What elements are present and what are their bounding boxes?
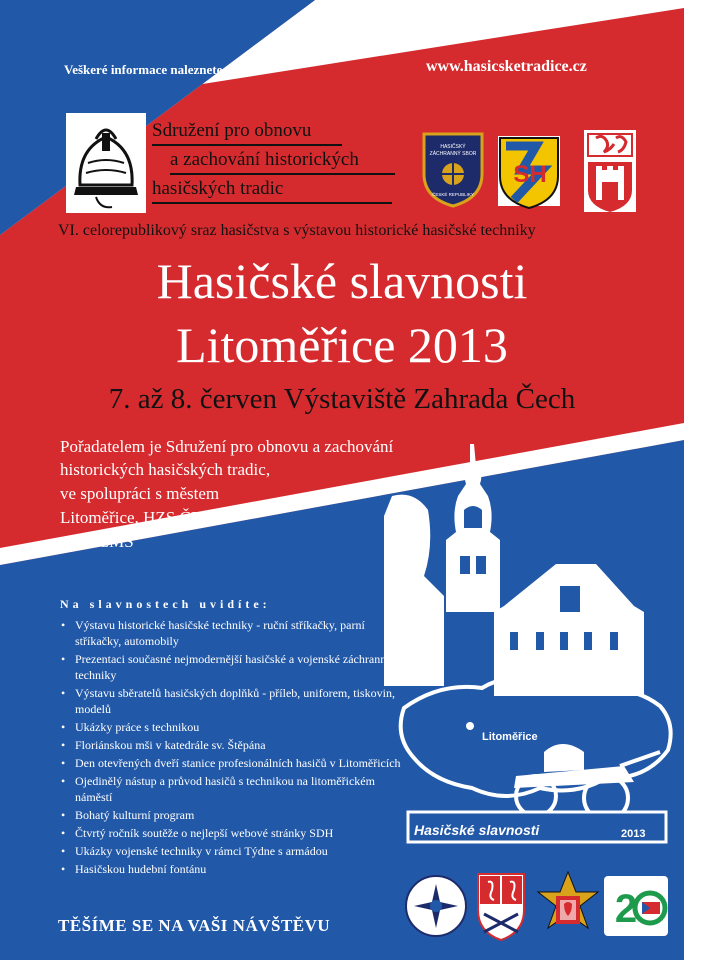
helmet-icon	[66, 113, 146, 213]
association-line3: hasičských tradic	[152, 178, 284, 199]
banner-label: Hasičské slavnosti	[414, 822, 540, 838]
army-coat-of-arms-icon	[474, 870, 528, 942]
organizer-line: historických hasičských tradic,	[60, 460, 271, 479]
cathedral-map-graphic	[384, 436, 684, 846]
association-logo	[66, 113, 398, 213]
organizer-line: a SH ČMS	[60, 532, 134, 551]
banner-year: 2013	[621, 828, 646, 840]
program-item: • Floriánskou mši v katedrále sv. Štěpána	[60, 737, 405, 753]
association-line2: a zachování historických	[170, 149, 359, 170]
anniversary-digit: 2	[614, 887, 638, 931]
right-margin	[684, 0, 702, 960]
program-item: • Ojedinělý nástup a průvod hasičů s technikou na litoměřickém náměstí	[60, 773, 405, 805]
program-item: • Výstavu historické hasičské techniky - ruční stříkačky, parní stříkačky, automobily	[60, 617, 405, 649]
program-item: • Hasičskou hudební fontánu	[60, 861, 405, 877]
litomerice-coat-of-arms-icon	[580, 128, 640, 214]
organizer-line: ve spolupráci s městem	[60, 484, 220, 503]
police-badge-icon	[404, 874, 468, 938]
anniversary-20-logo-icon	[604, 876, 668, 936]
program-list	[60, 617, 405, 879]
event-title-line1: Hasičské slavnosti	[156, 253, 528, 309]
closing-text: TĚŠÍME SE NA VAŠI NÁVŠTĚVU	[58, 916, 331, 935]
sh-logo-text: SH	[513, 161, 547, 188]
sh-cms-logo-icon	[492, 130, 570, 212]
logo-rule	[170, 173, 395, 175]
event-date-place: 7. až 8. červen Výstaviště Zahrada Čech	[108, 383, 576, 415]
program-item: • Čtvrtý ročník soutěže o nejlepší webové stránky SDH	[60, 825, 405, 841]
hzs-badge-text: ZÁCHRANNÝ SBOR	[429, 151, 477, 157]
fire-rescue-star-icon	[534, 870, 602, 942]
hzs-badge-text: HASIČSKÝ	[440, 144, 466, 150]
program-item: • Prezentaci současné nejmodernější hasičské a vojenské záchranné techniky	[60, 651, 405, 683]
organizer-line: Pořadatelem je Sdružení pro obnovu a zachování	[60, 437, 394, 456]
info-text: Veškeré informace naleznete na	[64, 62, 240, 77]
organizer-line: Litoměřice, HZS ČR	[60, 508, 203, 527]
hzs-badge-text: ČESKÉ REPUBLIKY	[432, 192, 474, 197]
association-line1: Sdružení pro obnovu	[152, 120, 312, 141]
program-item: • Ukázky vojenské techniky v rámci Týdne s armádou	[60, 843, 405, 859]
logo-rule	[152, 202, 392, 204]
program-item: • Výstavu sběratelů hasičských doplňků - příleb, uniforem, tiskovin, modelů	[60, 685, 405, 717]
event-subtitle: VI. celorepublikový sraz hasičstva s výstavou historické hasičské techniky	[58, 222, 536, 239]
program-item: • Den otevřených dveří stanice profesionálních hasičů v Litoměřicích	[60, 755, 405, 771]
program-lead: Na slavnostech uvidíte:	[60, 597, 271, 611]
program-item: • Bohatý kulturní program	[60, 807, 405, 823]
hzs-badge-icon	[418, 130, 488, 208]
website-link[interactable]: www.hasicsketradice.cz	[426, 58, 587, 75]
program-item: • Ukázky práce s technikou	[60, 719, 405, 735]
event-title-line2: Litoměřice 2013	[176, 317, 508, 373]
map-city-label: Litoměřice	[482, 731, 538, 743]
logo-rule	[152, 144, 342, 146]
bottom-margin	[0, 960, 702, 978]
